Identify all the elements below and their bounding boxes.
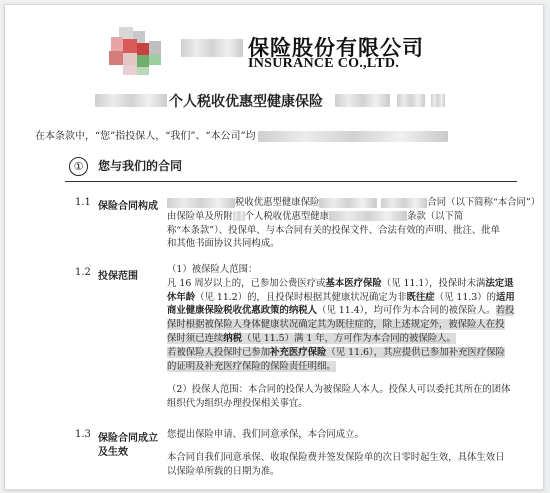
company-logo-icon — [109, 27, 163, 75]
clause-1-2-body: （1）被保险人范围： 凡 16 周岁以上的，已参加公费医疗或基本医疗保险（见 11.1），投保时未满法定退 休年龄（见 11.2）的，且投保时根据其健康状况确定为非既往症（见 11.3）的适用 商业健康保险税收优惠政策的纳税人（见 11.4），均可作为本合同的被保险人。若投 保时根据被保险人身体健康状况确定其为既往症的，除上述规定外，被保险人在投 保时须已连续纳税（见 11.5）满 1 年，方可作为本合同的被保险人。 若被保险人投保时已参加补充医疗保险（见 11.6），其应提供已参加补充医疗保险 的证明及补充医疗保险的保险责任明细。 （2）投保人范围：本合同的投保人为被保险人本人。投保人可以委托其所在的团体 组织代为组织办理投保相关事宜。 — [167, 264, 515, 410]
intro-text: 在本条款中，“您”指投保人，“我们”、“本公司”均 — [35, 127, 448, 142]
clause-label: 保险合同构成 — [98, 201, 158, 212]
section-number: ① — [69, 157, 88, 176]
section-heading: ① 您与我们的合同 — [69, 157, 182, 176]
clause-1-1-body: 税收优惠型健康保险 合同（以下简称“本合同”） 由保险单及所附 个人税收优惠型健康 条款（以下简 称“本条款”）、投保单、与本合同有关的投保文件、合法有效的声明、批注、批单 和其他书面协议共同构成。 — [167, 197, 541, 250]
clause-number: 1.1 — [75, 197, 91, 208]
company-name: 保险股份有限公司 — [248, 35, 424, 60]
clause-number: 1.2 — [75, 267, 91, 278]
clause-1-3-body: 您提出保险申请、我们同意承保，本合同成立。 本合同自我们同意承保、收取保险费并签发保险单的次日零时起生效，具体生效日 以保险单所载的日期为准。 — [167, 429, 505, 477]
company-english-name: INSURANCE CO.,LTD. — [248, 56, 400, 71]
section-divider — [65, 181, 517, 182]
clause-label: 保险合同成立 — [98, 433, 158, 444]
document-title: 个人税收优惠型健康保险 — [95, 91, 495, 111]
clause-number: 1.3 — [75, 429, 91, 440]
clause-label: 投保范围 — [98, 271, 138, 282]
document-page — [4, 4, 544, 490]
blurred-company-prefix — [181, 39, 243, 57]
clause-label-continued: 及生效 — [98, 447, 128, 458]
